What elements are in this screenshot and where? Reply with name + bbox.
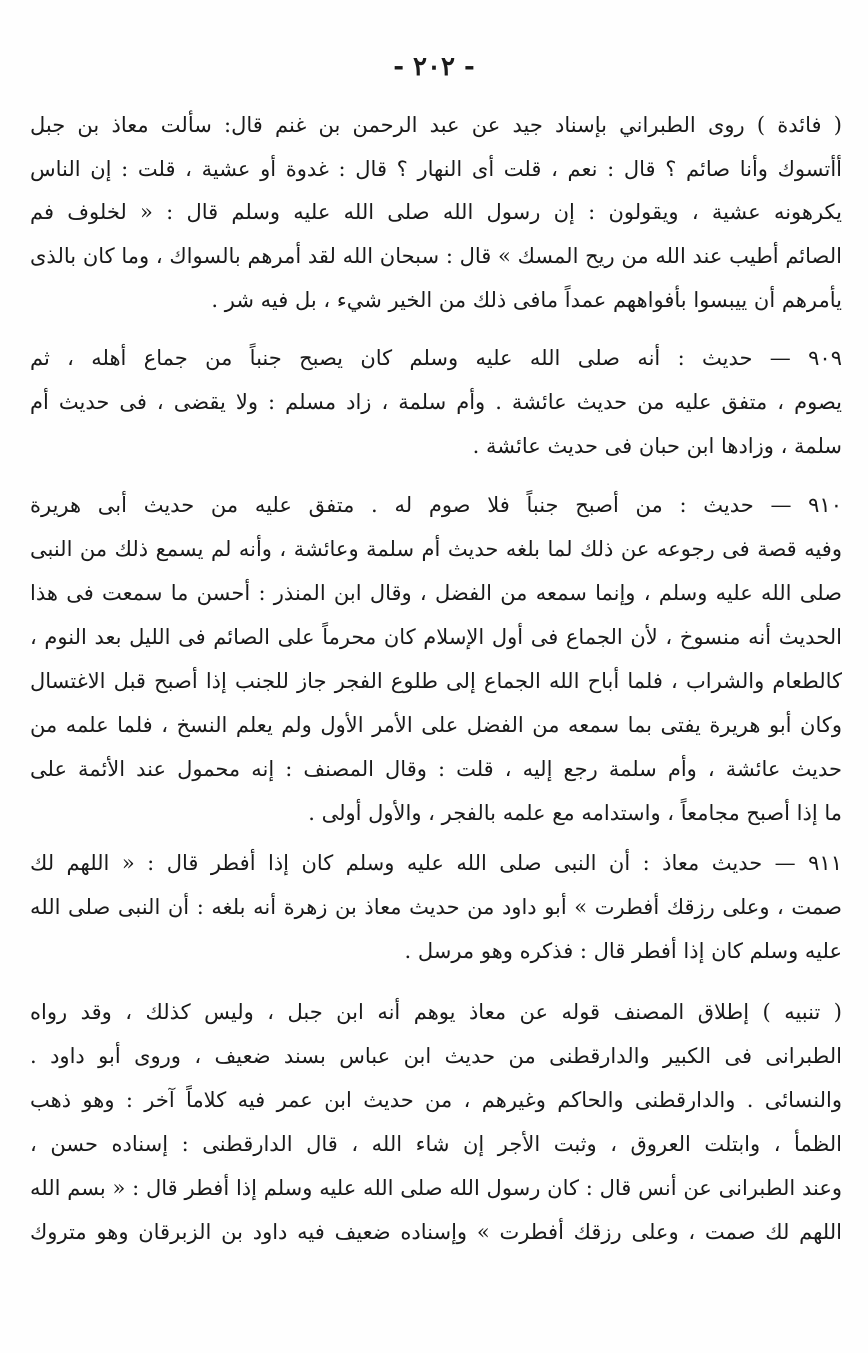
text-line: ( تنبيه ) إطلاق المصنف قوله عن معاذ يوهم أنه ابن جبل ، وليس كذلك ، وقد رواه (30, 1000, 842, 1024)
text-line: سلمة ، وزادها ابن حبان فى حديث عائشة . (472, 434, 842, 458)
text-line: الظمأ ، وابتلت العروق ، وثبت الأجر إن شاء الله ، قال الدارقطنى : إسناده حسن ، (30, 1132, 842, 1156)
text-line: يأمرهم أن ييبسوا بأفواههم عمداً مافى ذلك من الخير شيء ، بل فيه شر . (211, 288, 842, 312)
page-number: - ٢٠٢ - (393, 52, 475, 82)
text-line: والنسائى . والدارقطنى والحاكم وغيرهم ، من حديث ابن عمر فيه كلاماً آخر : وهو ذهب (30, 1088, 842, 1112)
text-line: وعند الطبرانى عن أنس قال : كان رسول الله صلى الله عليه وسلم إذا أفطر قال : « بسم الله (30, 1176, 842, 1200)
text-line: عليه وسلم كان إذا أفطر قال : فذكره وهو مرسل . (404, 939, 842, 963)
text-line: اللهم لك صمت ، وعلى رزقك أفطرت » وإسناده ضعيف فيه داود بن الزبرقان وهو متروك (30, 1220, 842, 1244)
text-line: ( فائدة ) روى الطبراني بإسناد جيد عن عبد الرحمن بن غنم قال: سألت معاذ بن جبل (30, 113, 842, 137)
text-line: حديث عائشة ، وأم سلمة رجع إليه ، قلت : وقال المصنف : إنه محمول عند الأئمة على (30, 757, 842, 781)
text-line: ٩٠٩ — حديث : أنه صلى الله عليه وسلم كان يصبح جنباً من جماع أهله ، ثم (30, 346, 842, 370)
text-line: الحديث أنه منسوخ ، لأن الجماع فى أول الإسلام كان محرماً على الصائم فى الليل بعد النوم ، (30, 625, 842, 649)
text-line: كالطعام والشراب ، فلما أباح الله الجماع إلى طلوع الفجر جاز للجنب إذا أصبح قبل الاغتسال (30, 669, 842, 693)
text-line: يكرهونه عشية ، ويقولون : إن رسول الله صلى الله عليه وسلم قال : « لخلوف فم (30, 200, 842, 224)
text-line: الصائم أطيب عند الله من ريح المسك » قال : سبحان الله لقد أمرهم بالسواك ، وما كان بالذى (30, 244, 842, 268)
text-line: ٩١١ — حديث معاذ : أن النبى صلى الله عليه وسلم كان إذا أفطر قال : « اللهم لك (30, 851, 842, 875)
text-line: أأتسوك وأنا صائم ؟ قال : نعم ، قلت أى النهار ؟ قال : غدوة أو عشية ، قلت : إن الناس (30, 157, 842, 181)
text-line: الطبرانى فى الكبير والدارقطنى من حديث ابن عباس بسند ضعيف ، وروى أبو داود . (30, 1044, 842, 1068)
text-line: وكان أبو هريرة يفتى بما سمعه من الفضل على الأمر الأول ولم يعلم النسخ ، فلما علمه من (30, 713, 842, 737)
text-line: صمت ، وعلى رزقك أفطرت » أبو داود من حديث معاذ بن زهرة أنه بلغه : أن النبى صلى الله (30, 895, 842, 919)
text-line: يصوم ، متفق عليه من حديث عائشة . وأم سلمة ، زاد مسلم : ولا يقضى ، فى حديث أم (30, 390, 842, 414)
text-line: وفيه قصة فى رجوعه عن ذلك لما بلغه حديث أم سلمة وعائشة ، وأنه لم يسمع ذلك من النبى (30, 537, 842, 561)
text-line: صلى الله عليه وسلم ، وإنما سمعه من الفضل ، وقال ابن المنذر : أحسن ما سمعت فى هذا (30, 581, 842, 605)
text-line: ٩١٠ — حديث : من أصبح جنباً فلا صوم له . متفق عليه من حديث أبى هريرة (30, 493, 842, 517)
text-line: ما إذا أصبح مجامعاً ، واستدامه مع علمه بالفجر ، والأول أولى . (308, 801, 842, 825)
